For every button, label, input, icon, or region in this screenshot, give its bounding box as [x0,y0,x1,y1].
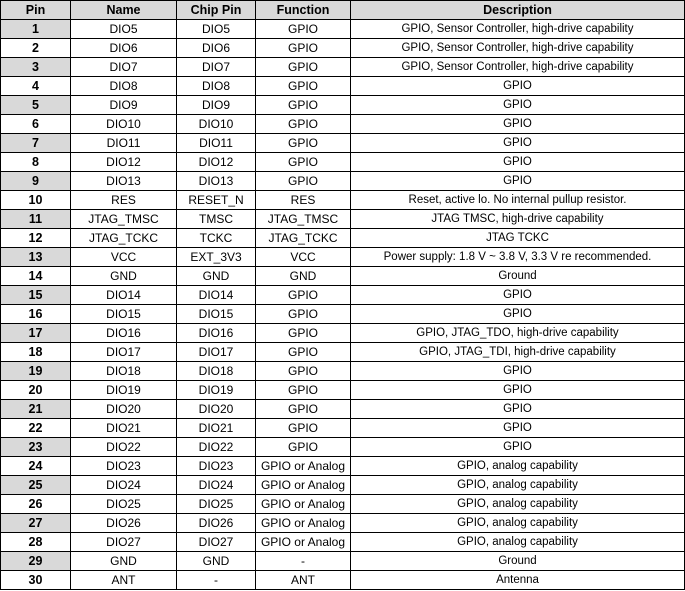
description-cell: GPIO [351,115,685,134]
description-cell: Ground [351,267,685,286]
pin-cell: 25 [1,476,71,495]
function-cell: JTAG_TCKC [256,229,351,248]
name-cell: DIO7 [71,58,177,77]
description-cell: GPIO [351,286,685,305]
function-cell: GPIO [256,400,351,419]
table-row [1,495,685,514]
pin-cell: 11 [1,210,71,229]
function-cell: GPIO [256,362,351,381]
table-row [1,286,685,305]
table-row [1,58,685,77]
chip-pin-cell: TCKC [177,229,256,248]
description-cell: GPIO, Sensor Controller, high-drive capability [351,58,685,77]
table-row [1,39,685,58]
name-cell: DIO15 [71,305,177,324]
table-row [1,419,685,438]
table-row [1,305,685,324]
header-row [1,1,685,20]
table-row [1,476,685,495]
chip-pin-cell: DIO16 [177,324,256,343]
function-cell: GPIO [256,343,351,362]
table-row [1,210,685,229]
name-cell: GND [71,552,177,571]
chip-pin-cell: DIO23 [177,457,256,476]
description-cell: GPIO [351,419,685,438]
function-cell: VCC [256,248,351,267]
name-cell: GND [71,267,177,286]
pin-cell: 30 [1,571,71,590]
function-cell: GPIO [256,305,351,324]
name-cell: DIO16 [71,324,177,343]
table-row [1,191,685,210]
description-cell: GPIO, analog capability [351,457,685,476]
description-cell: JTAG TCKC [351,229,685,248]
pin-cell: 20 [1,381,71,400]
header-name: Name [71,1,177,20]
name-cell: DIO12 [71,153,177,172]
table-row [1,20,685,39]
chip-pin-cell: EXT_3V3 [177,248,256,267]
function-cell: GPIO [256,115,351,134]
function-cell: GPIO [256,324,351,343]
pin-cell: 26 [1,495,71,514]
pin-cell: 14 [1,267,71,286]
chip-pin-cell: TMSC [177,210,256,229]
name-cell: DIO18 [71,362,177,381]
pin-cell: 4 [1,77,71,96]
table-row [1,343,685,362]
description-cell: GPIO [351,400,685,419]
description-cell: GPIO [351,172,685,191]
name-cell: JTAG_TMSC [71,210,177,229]
name-cell: DIO9 [71,96,177,115]
function-cell: GPIO [256,58,351,77]
function-cell: ANT [256,571,351,590]
pin-cell: 12 [1,229,71,248]
table-row [1,400,685,419]
function-cell: GPIO [256,39,351,58]
table-row [1,134,685,153]
description-cell: GPIO, analog capability [351,514,685,533]
function-cell: GND [256,267,351,286]
function-cell: GPIO [256,77,351,96]
pin-cell: 28 [1,533,71,552]
function-cell: GPIO or Analog [256,457,351,476]
name-cell: DIO10 [71,115,177,134]
description-cell: GPIO [351,305,685,324]
table-row [1,438,685,457]
header-description: Description [351,1,685,20]
chip-pin-cell: DIO27 [177,533,256,552]
chip-pin-cell: DIO8 [177,77,256,96]
description-cell: Ground [351,552,685,571]
description-cell: GPIO [351,153,685,172]
name-cell: VCC [71,248,177,267]
table-row [1,77,685,96]
description-cell: Power supply: 1.8 V ~ 3.8 V, 3.3 V re recommended. [351,248,685,267]
function-cell: GPIO [256,172,351,191]
pin-cell: 3 [1,58,71,77]
description-cell: JTAG TMSC, high-drive capability [351,210,685,229]
description-cell: GPIO, analog capability [351,476,685,495]
function-cell: GPIO [256,134,351,153]
name-cell: DIO14 [71,286,177,305]
function-cell: GPIO [256,286,351,305]
pin-cell: 6 [1,115,71,134]
description-cell: Antenna [351,571,685,590]
name-cell: DIO25 [71,495,177,514]
description-cell: GPIO, Sensor Controller, high-drive capability [351,39,685,58]
table-row [1,381,685,400]
pin-cell: 2 [1,39,71,58]
name-cell: DIO27 [71,533,177,552]
description-cell: GPIO, analog capability [351,533,685,552]
name-cell: DIO8 [71,77,177,96]
table-row [1,172,685,191]
function-cell: JTAG_TMSC [256,210,351,229]
table-row [1,267,685,286]
chip-pin-cell: DIO26 [177,514,256,533]
chip-pin-cell: RESET_N [177,191,256,210]
chip-pin-cell: DIO13 [177,172,256,191]
pin-table-body [1,20,685,590]
function-cell: GPIO [256,381,351,400]
chip-pin-cell: DIO17 [177,343,256,362]
pin-cell: 7 [1,134,71,153]
chip-pin-cell: DIO15 [177,305,256,324]
chip-pin-cell: DIO20 [177,400,256,419]
chip-pin-cell: DIO24 [177,476,256,495]
table-row [1,115,685,134]
function-cell: GPIO [256,20,351,39]
description-cell: GPIO [351,77,685,96]
chip-pin-cell: DIO10 [177,115,256,134]
table-row [1,248,685,267]
chip-pin-cell: DIO12 [177,153,256,172]
header-pin: Pin [1,1,71,20]
name-cell: DIO13 [71,172,177,191]
chip-pin-cell: DIO11 [177,134,256,153]
description-cell: GPIO, JTAG_TDI, high-drive capability [351,343,685,362]
pin-cell: 1 [1,20,71,39]
function-cell: - [256,552,351,571]
name-cell: JTAG_TCKC [71,229,177,248]
function-cell: GPIO or Analog [256,533,351,552]
description-cell: Reset, active lo. No internal pullup resistor. [351,191,685,210]
name-cell: DIO21 [71,419,177,438]
table-row [1,533,685,552]
name-cell: DIO5 [71,20,177,39]
table-row [1,96,685,115]
pin-cell: 27 [1,514,71,533]
header-chip-pin: Chip Pin [177,1,256,20]
table-row [1,571,685,590]
description-cell: GPIO, analog capability [351,495,685,514]
chip-pin-cell: GND [177,552,256,571]
description-cell: GPIO [351,362,685,381]
pin-cell: 21 [1,400,71,419]
function-cell: GPIO or Analog [256,495,351,514]
name-cell: DIO23 [71,457,177,476]
chip-pin-cell: DIO19 [177,381,256,400]
description-cell: GPIO, Sensor Controller, high-drive capability [351,20,685,39]
table-row [1,362,685,381]
table-row [1,514,685,533]
pin-cell: 10 [1,191,71,210]
name-cell: RES [71,191,177,210]
name-cell: DIO22 [71,438,177,457]
chip-pin-cell: DIO14 [177,286,256,305]
pin-cell: 23 [1,438,71,457]
table-row [1,552,685,571]
name-cell: DIO26 [71,514,177,533]
pin-cell: 24 [1,457,71,476]
chip-pin-cell: DIO5 [177,20,256,39]
description-cell: GPIO, JTAG_TDO, high-drive capability [351,324,685,343]
header-function: Function [256,1,351,20]
function-cell: GPIO [256,96,351,115]
function-cell: GPIO or Analog [256,514,351,533]
chip-pin-cell: DIO21 [177,419,256,438]
description-cell: GPIO [351,438,685,457]
chip-pin-cell: DIO25 [177,495,256,514]
pin-cell: 22 [1,419,71,438]
name-cell: DIO6 [71,39,177,58]
pin-table-header [1,1,685,20]
name-cell: DIO11 [71,134,177,153]
pin-cell: 8 [1,153,71,172]
name-cell: DIO24 [71,476,177,495]
function-cell: RES [256,191,351,210]
table-row [1,153,685,172]
chip-pin-cell: DIO18 [177,362,256,381]
name-cell: DIO17 [71,343,177,362]
name-cell: DIO20 [71,400,177,419]
description-cell: GPIO [351,134,685,153]
chip-pin-cell: DIO7 [177,58,256,77]
pin-cell: 9 [1,172,71,191]
pin-cell: 16 [1,305,71,324]
pin-cell: 18 [1,343,71,362]
chip-pin-cell: GND [177,267,256,286]
table-row [1,457,685,476]
chip-pin-cell: DIO6 [177,39,256,58]
pin-cell: 5 [1,96,71,115]
description-cell: GPIO [351,381,685,400]
name-cell: ANT [71,571,177,590]
table-row [1,324,685,343]
chip-pin-cell: DIO9 [177,96,256,115]
function-cell: GPIO or Analog [256,476,351,495]
function-cell: GPIO [256,419,351,438]
chip-pin-cell: - [177,571,256,590]
pin-cell: 15 [1,286,71,305]
chip-pin-cell: DIO22 [177,438,256,457]
pin-cell: 17 [1,324,71,343]
pin-cell: 13 [1,248,71,267]
pin-cell: 19 [1,362,71,381]
function-cell: GPIO [256,153,351,172]
description-cell: GPIO [351,96,685,115]
function-cell: GPIO [256,438,351,457]
name-cell: DIO19 [71,381,177,400]
table-row [1,229,685,248]
pin-cell: 29 [1,552,71,571]
